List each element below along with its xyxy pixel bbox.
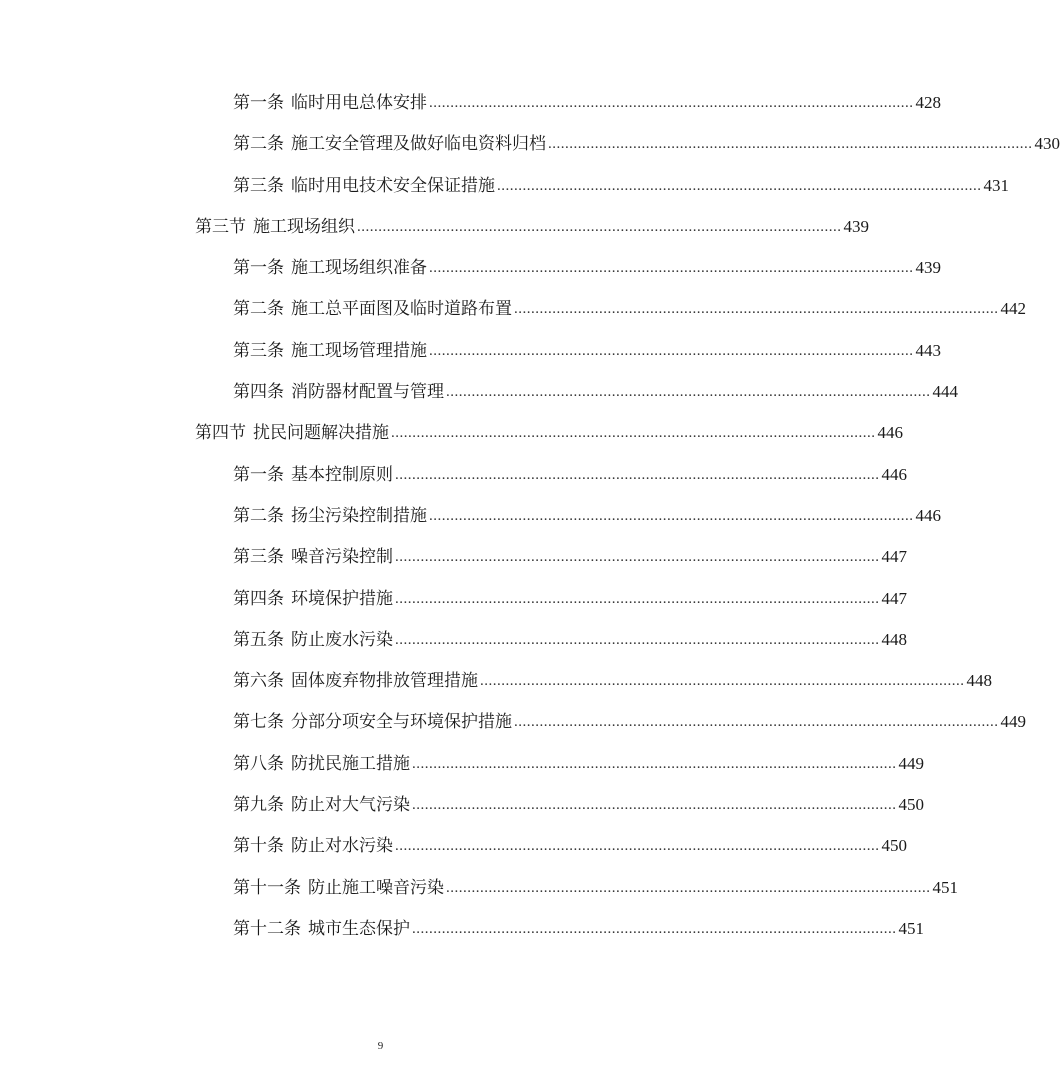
dot-leader: .................................................................................................................. [480, 673, 965, 690]
toc-entry-number: 第二条 [233, 299, 284, 320]
toc-entry[interactable] [0, 585, 907, 626]
dot-leader: .................................................................................................................. [514, 714, 999, 731]
toc-entry-number: 第一条 [233, 93, 284, 113]
toc-entry-page: 428 [915, 93, 941, 112]
toc-entry-page: 449 [898, 753, 924, 773]
toc-entry-number: 第四节 [195, 423, 246, 444]
toc-entry-page: 450 [898, 795, 924, 815]
toc-entry[interactable] [0, 874, 958, 915]
toc-entry[interactable] [0, 419, 903, 460]
toc-entry-title: 临时用电总体安排 [291, 93, 427, 113]
toc-entry-title: 施工总平面图及临时道路布置 [291, 299, 512, 320]
toc-entry-page: 439 [915, 258, 941, 278]
dot-leader: .................................................................................................................. [395, 590, 880, 607]
toc-entry-page: 451 [898, 918, 924, 938]
toc-entry-number: 第九条 [233, 795, 284, 816]
toc-entry-number: 第四条 [233, 382, 284, 403]
toc-entry-number: 第十一条 [233, 877, 301, 898]
toc-entry-title: 消防器材配置与管理 [291, 382, 444, 403]
toc-entry-number: 第三条 [233, 547, 284, 568]
dot-leader: .................................................................................................................. [429, 260, 914, 277]
toc-entry-page: 439 [843, 216, 869, 236]
toc-entry[interactable] [0, 130, 1060, 171]
toc-entry-number: 第三节 [195, 216, 246, 237]
toc-entry-title: 防止施工噪音污染 [308, 877, 444, 898]
toc-entry[interactable] [0, 172, 1009, 213]
page-number: 9 [377, 1040, 384, 1052]
toc-entry-number: 第五条 [233, 629, 284, 650]
toc-entry-title: 临时用电技术安全保证措施 [291, 175, 495, 196]
toc-entry-title: 分部分项安全与环境保护措施 [291, 712, 512, 733]
toc-entry-page: 446 [915, 505, 941, 525]
toc-entry[interactable] [0, 461, 907, 502]
toc-entry[interactable] [0, 337, 941, 378]
dot-leader: .................................................................................................................. [446, 879, 931, 896]
dot-leader: .................................................................................................................. [395, 631, 880, 648]
toc-entry[interactable] [0, 378, 958, 419]
toc-entry-title: 防止对水污染 [291, 836, 393, 857]
toc-entry[interactable] [0, 708, 1026, 749]
dot-leader: .................................................................................................................. [446, 384, 931, 401]
toc-entry-title: 施工现场组织 [253, 216, 355, 237]
toc-entry-number: 第一条 [233, 258, 284, 279]
dot-leader: .................................................................................................................. [412, 920, 897, 937]
dot-leader: .................................................................................................................. [395, 838, 880, 855]
table-of-contents [0, 89, 1060, 956]
dot-leader: .................................................................................................................. [514, 301, 999, 318]
toc-entry-number: 第二条 [233, 134, 284, 155]
toc-entry-number: 第一条 [233, 464, 284, 485]
toc-entry[interactable] [0, 213, 869, 254]
toc-entry-page: 451 [932, 877, 958, 897]
dot-leader: .................................................................................................................. [429, 95, 914, 111]
toc-entry-page: 450 [881, 836, 907, 856]
toc-entry-number: 第八条 [233, 753, 284, 774]
toc-entry[interactable] [0, 295, 1026, 336]
dot-leader: .................................................................................................................. [395, 466, 880, 483]
toc-entry-title: 噪音污染控制 [291, 547, 393, 568]
toc-entry-title: 城市生态保护 [308, 918, 410, 939]
toc-entry-title: 扬尘污染控制措施 [291, 505, 427, 526]
toc-entry[interactable] [0, 750, 924, 791]
toc-entry-title: 防止废水污染 [291, 629, 393, 650]
toc-entry-page: 447 [881, 547, 907, 567]
toc-entry-number: 第十条 [233, 836, 284, 857]
toc-entry-title: 环境保护措施 [291, 588, 393, 609]
dot-leader: .................................................................................................................. [429, 342, 914, 359]
toc-entry-title: 施工现场组织准备 [291, 258, 427, 279]
toc-entry[interactable] [0, 89, 941, 130]
toc-entry-title: 固体废弃物排放管理措施 [291, 671, 478, 692]
dot-leader: .................................................................................................................. [429, 507, 914, 524]
toc-entry-number: 第四条 [233, 588, 284, 609]
toc-entry-page: 430 [1034, 134, 1060, 154]
toc-entry-title: 防止对大气污染 [291, 795, 410, 816]
toc-entry-page: 448 [966, 671, 992, 691]
dot-leader: .................................................................................................................. [412, 797, 897, 814]
dot-leader: .................................................................................................................. [548, 136, 1033, 153]
toc-entry[interactable] [0, 626, 907, 667]
toc-entry-title: 施工现场管理措施 [291, 340, 427, 361]
toc-entry-page: 431 [983, 175, 1009, 195]
toc-entry[interactable] [0, 667, 992, 708]
dot-leader: .................................................................................................................. [497, 177, 982, 194]
dot-leader: .................................................................................................................. [391, 425, 876, 442]
toc-entry-number: 第三条 [233, 340, 284, 361]
toc-entry-title: 扰民问题解决措施 [253, 423, 389, 444]
toc-entry-number: 第二条 [233, 505, 284, 526]
toc-entry-page: 442 [1000, 299, 1026, 319]
toc-entry-number: 第六条 [233, 671, 284, 692]
toc-entry[interactable] [0, 915, 924, 956]
toc-entry-page: 444 [932, 382, 958, 402]
toc-entry-page: 449 [1000, 712, 1026, 732]
dot-leader: .................................................................................................................. [412, 755, 897, 772]
toc-entry-title: 防扰民施工措施 [291, 753, 410, 774]
toc-entry-page: 448 [881, 629, 907, 649]
toc-entry[interactable] [0, 543, 907, 584]
toc-entry-number: 第三条 [233, 175, 284, 196]
toc-entry-title: 施工安全管理及做好临电资料归档 [291, 134, 546, 155]
toc-entry[interactable] [0, 791, 924, 832]
toc-entry[interactable] [0, 832, 907, 873]
toc-entry[interactable] [0, 502, 941, 543]
toc-entry-number: 第十二条 [233, 918, 301, 939]
toc-entry-page: 447 [881, 588, 907, 608]
toc-entry-page: 443 [915, 340, 941, 360]
dot-leader: .................................................................................................................. [395, 549, 880, 566]
dot-leader: .................................................................................................................. [357, 218, 842, 235]
toc-entry-page: 446 [881, 464, 907, 484]
toc-entry-page: 446 [877, 423, 903, 443]
toc-entry-number: 第七条 [233, 712, 284, 733]
toc-entry[interactable] [0, 254, 941, 295]
toc-entry-title: 基本控制原则 [291, 464, 393, 485]
